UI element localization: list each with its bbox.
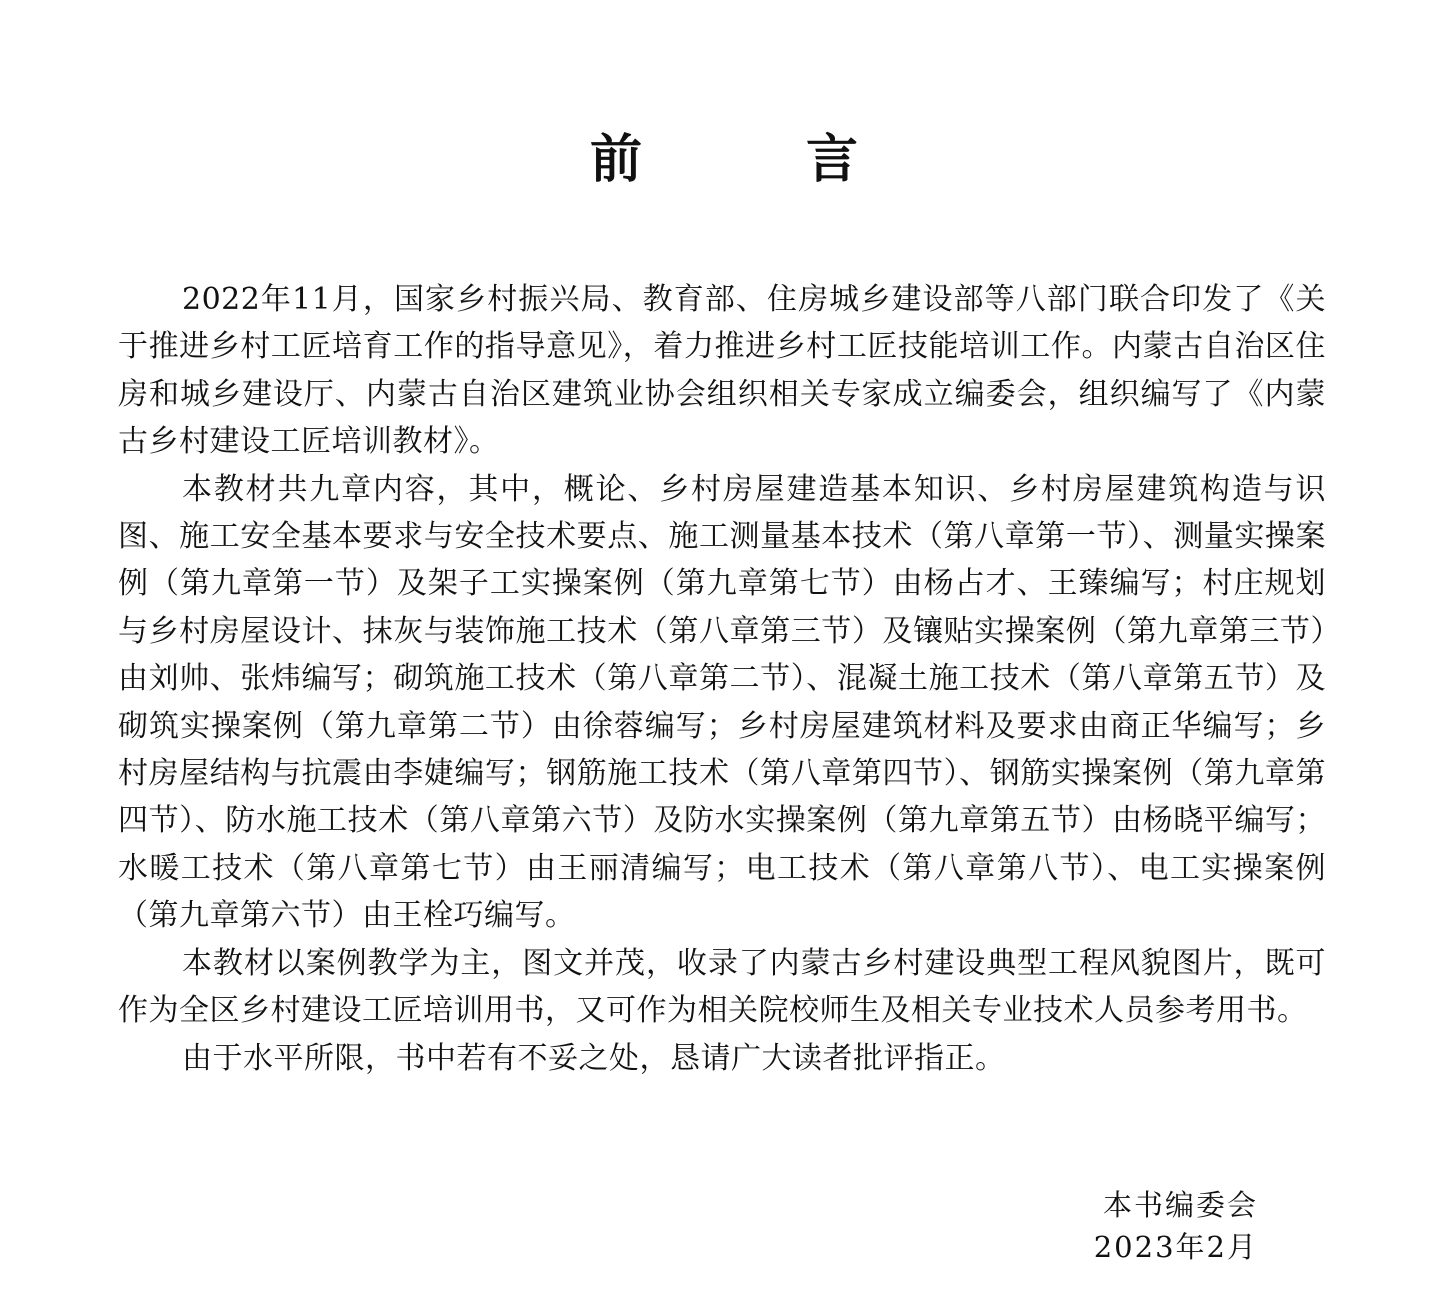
page-title: 前 言 — [589, 129, 914, 190]
preface-body — [118, 276, 1326, 1082]
paragraph-3: 本教材以案例教学为主，图文并茂，收录了内蒙古乡村建设典型工程风貌图片，既可作为全区乡村建设工匠培训用书，又可作为相关院校师生及相关专业技术人员参考用书。 — [118, 945, 1326, 1029]
signature-date: 2023年2月 — [1093, 1230, 1258, 1264]
signature-author: 本书编委会 — [1102, 1188, 1258, 1222]
paragraph-1: 2022年11月，国家乡村振兴局、教育部、住房城乡建设部等八部门联合印发了《关于推进乡村工匠培育工作的指导意见》，着力推进乡村工匠技能培训工作。内蒙古自治区住房和城乡建设厅、内蒙古自治区建筑业协会组织相关专家成立编委会，组织编写了《内蒙古乡村建设工匠培训教材》。 — [118, 282, 1326, 460]
signature-block — [1094, 1184, 1258, 1268]
paragraph-2: 本教材共九章内容，其中，概论、乡村房屋建造基本知识、乡村房屋建筑构造与识图、施工安全基本要求与安全技术要点、施工测量基本技术（第八章第一节）、测量实操案例（第九章第一节）及架子工实操案例（第九章第七节）由杨占才、王臻编写；村庄规划与乡村房屋设计、抹灰与装饰施工技术（第八章第三节）及镶贴实操案例（第九章第三节）由刘帅、张炜编写；砌筑施工技术（第八章第二节）、混凝土施工技术（第八章第五节）及砌筑实操案例（第九章第二节）由徐蓉编写；乡村房屋建筑材料及要求由商正华编写；乡村房屋结构与抗震由李婕编写；钢筋施工技术（第八章第四节）、钢筋实操案例（第九章第四节）、防水施工技术（第八章第六节）及防水实操案例（第九章第五节）由杨晓平编写；水暖工技术（第八章第七节）由王丽清编写；电工技术（第八章第八节）、电工实操案例（第九章第六节）由王栓巧编写。 — [118, 471, 1326, 934]
paragraph-4: 由于水平所限，书中若有不妥之处，恳请广大读者批评指正。 — [182, 1040, 1006, 1076]
